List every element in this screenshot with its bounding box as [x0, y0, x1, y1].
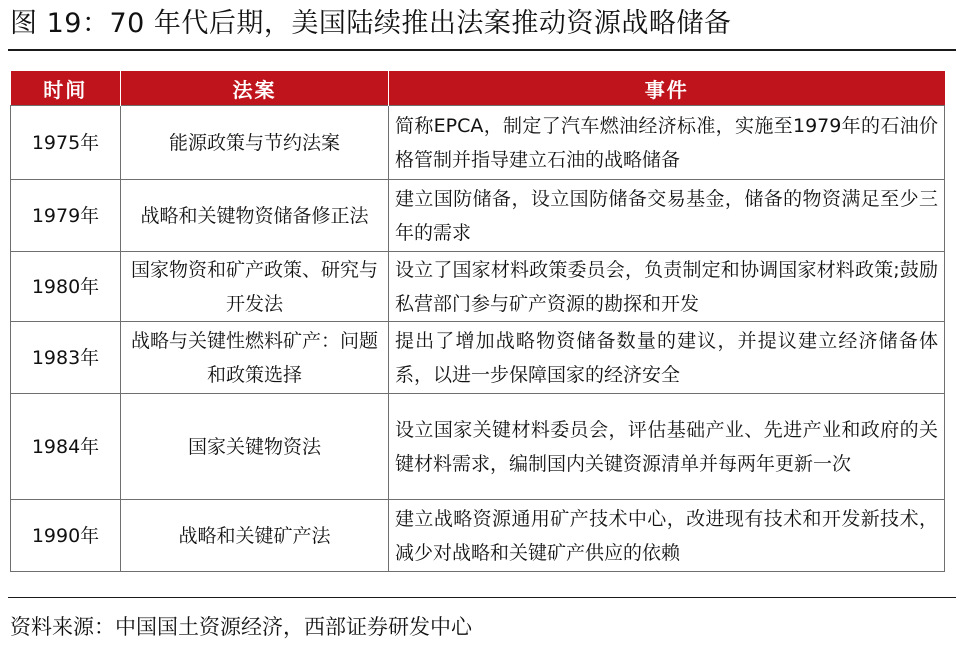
- event-cell: 简称EPCA，制定了汽车燃油经济标准，实施至1979年的石油价格管制并指导建立石油的战略储备: [389, 106, 945, 180]
- year-cell: 1979年: [11, 180, 121, 252]
- table-row: [11, 252, 945, 322]
- law-cell: 战略与关键性燃料矿产：问题和政策选择: [121, 322, 389, 394]
- year-cell: 1980年: [11, 252, 121, 322]
- event-cell: 建立国防储备，设立国防储备交易基金，储备的物资满足至少三年的需求: [389, 180, 945, 252]
- year-cell: 1990年: [11, 500, 121, 572]
- header-law: 法案: [121, 71, 389, 106]
- event-cell: 建立战略资源通用矿产技术中心，改进现有技术和开发新技术，减少对战略和关键矿产供应的依赖: [389, 500, 945, 572]
- laws-table: [10, 71, 945, 572]
- table-row: [11, 106, 945, 180]
- header-time: 时间: [11, 71, 121, 106]
- table-row: [11, 394, 945, 500]
- year-cell: 1983年: [11, 322, 121, 394]
- event-cell: 提出了增加战略物资储备数量的建议，并提议建立经济储备体系，以进一步保障国家的经济安全: [389, 322, 945, 394]
- table-row: [11, 322, 945, 394]
- law-cell: 能源政策与节约法案: [121, 106, 389, 180]
- event-cell: 设立国家关键材料委员会，评估基础产业、先进产业和政府的关键材料需求，编制国内关键资源清单并每两年更新一次: [389, 394, 945, 500]
- table-row: [11, 180, 945, 252]
- source-note: 资料来源：中国国土资源经济，西部证券研发中心: [10, 615, 472, 639]
- year-cell: 1984年: [11, 394, 121, 500]
- title-divider: [8, 49, 956, 51]
- header-event: 事件: [389, 71, 945, 106]
- law-cell: 国家关键物资法: [121, 394, 389, 500]
- law-cell: 战略和关键物资储备修正法: [121, 180, 389, 252]
- table-header-row: [11, 71, 945, 106]
- year-cell: 1975年: [11, 106, 121, 180]
- law-cell: 国家物资和矿产政策、研究与开发法: [121, 252, 389, 322]
- figure-title: 图 19：70 年代后期，美国陆续推出法案推动资源战略储备: [10, 8, 732, 39]
- table-row: [11, 500, 945, 572]
- law-cell: 战略和关键矿产法: [121, 500, 389, 572]
- source-divider: [8, 597, 956, 598]
- event-cell: 设立了国家材料政策委员会，负责制定和协调国家材料政策;鼓励私营部门参与矿产资源的勘探和开发: [389, 252, 945, 322]
